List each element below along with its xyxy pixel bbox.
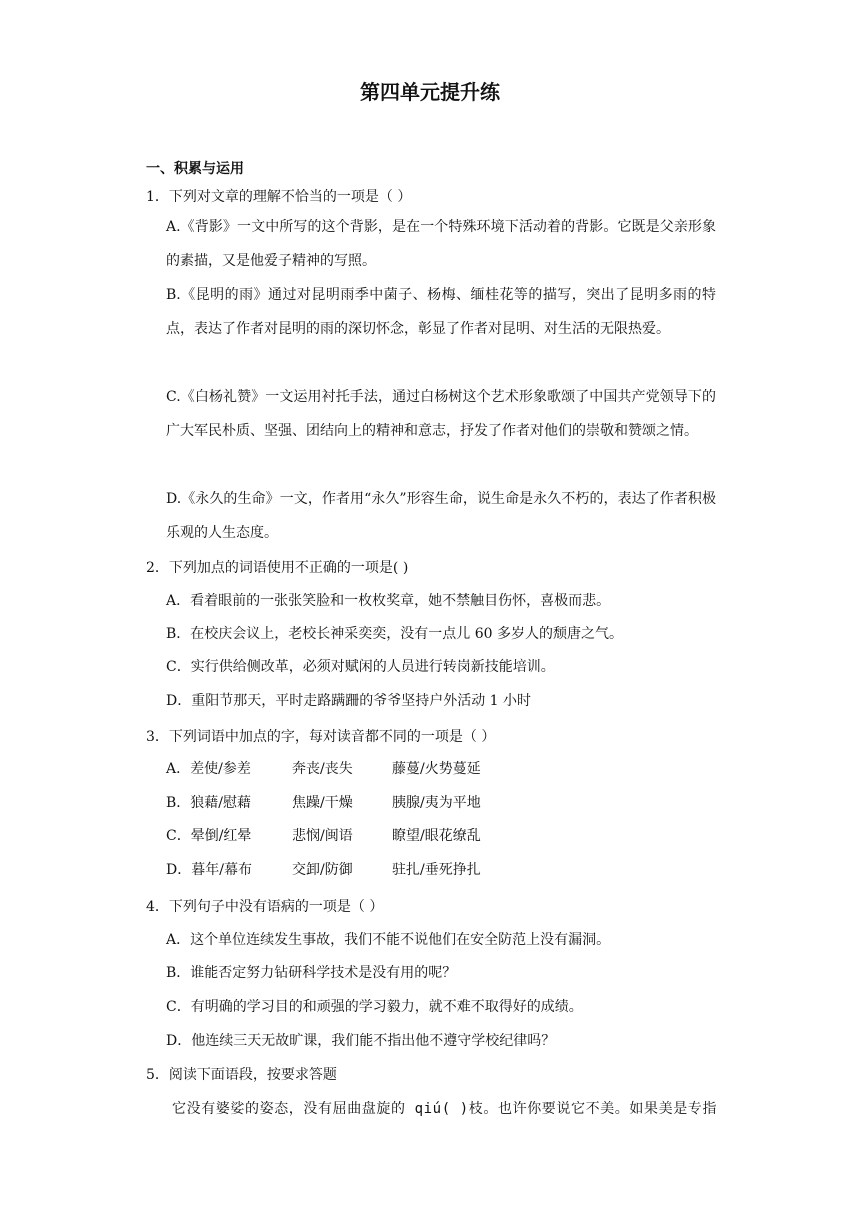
question-2-option-c: C．实行供给侧改革，必须对赋闲的人员进行转岗新技能培训。 (166, 659, 555, 675)
question-3-option-a (166, 758, 481, 778)
word-pair: C．晕倒/红晕 (166, 828, 252, 844)
question-5-stem: 5．阅读下面语段，按要求答题 (146, 1067, 337, 1083)
question-3-option-d (166, 859, 481, 879)
question-4-option-c: C．有明确的学习目的和顽强的学习毅力，就不难不取得好的成绩。 (166, 999, 583, 1015)
question-4-option-d: D．他连续三天无故旷课，我们能不指出他不遵守学校纪律吗？ (166, 1033, 556, 1049)
question-5-passage: 它没有婆娑的姿态，没有屈曲盘旋的 qiú( )枝。也许你要说它不美。如果美是专指 (172, 1101, 717, 1117)
question-1-stem: 1．下列对文章的理解不恰当的一项是（ ） (146, 189, 412, 205)
question-1-option-d: D.《永久的生命》一文，作者用“永久”形容生命，说生命是永久不朽的，表达了作者积极乐观的人生态度。 (166, 491, 716, 541)
word-pair: 瞭望/眼花缭乱 (392, 828, 481, 844)
word-pair: 交卸/防御 (292, 862, 353, 878)
word-pair: 驻扎/垂死挣扎 (392, 862, 481, 878)
question-3-stem: 3．下列词语中加点的字，每对读音都不同的一项是（ ） (146, 729, 496, 745)
question-2-option-d: D．重阳节那天，平时走路蹒跚的爷爷坚持户外活动 1 小时 (166, 693, 532, 709)
question-1-option-b: B.《昆明的雨》通过对昆明雨季中菌子、杨梅、缅桂花等的描写，突出了昆明多雨的特点，表达了作者对昆明的雨的深切怀念，彰显了作者对昆明、对生活的无限热爱。 (166, 287, 716, 337)
word-pair: 悲悯/闽语 (292, 828, 353, 844)
word-pair: A．差使/参差 (166, 761, 251, 777)
question-2-stem: 2．下列加点的词语使用不正确的一项是( ) (146, 560, 409, 576)
question-2-option-b: B．在校庆会议上，老校长神采奕奕，没有一点儿 60 多岁人的颓唐之气。 (166, 626, 624, 642)
word-pair: 奔丧/丧失 (292, 761, 353, 777)
question-2-option-a: A．看着眼前的一张张笑脸和一枚枚奖章，她不禁触目伤怀，喜极而悲。 (166, 593, 611, 609)
question-1-option-a: A.《背影》一文中所写的这个背影，是在一个特殊环境下活动着的背影。它既是父亲形象的素描，又是他爱子精神的写照。 (166, 219, 716, 269)
question-4-option-a: A．这个单位连续发生事故，我们不能不说他们在安全防范上没有漏洞。 (166, 932, 611, 948)
question-4-stem: 4．下列句子中没有语病的一项是（ ） (146, 899, 384, 915)
section-heading: 一、积累与运用 (146, 161, 244, 177)
word-pair: 焦躁/干燥 (292, 795, 353, 811)
question-3-option-c (166, 825, 481, 845)
question-3-option-b (166, 792, 481, 812)
word-pair: 藤蔓/火势蔓延 (392, 761, 481, 777)
page-title: 第四单元提升练 (360, 80, 500, 104)
question-1-option-c: C.《白杨礼赞》一文运用衬托手法，通过白杨树这个艺术形象歌颂了中国共产党领导下的广大军民朴质、坚强、团结向上的精神和意志，抒发了作者对他们的崇敬和赞颂之情。 (166, 389, 716, 439)
word-pair: D．暮年/幕布 (166, 862, 252, 878)
word-pair: B．狼藉/慰藉 (166, 795, 252, 811)
question-4-option-b: B．谁能否定努力钻研科学技术是没有用的呢？ (166, 965, 457, 981)
word-pair: 胰腺/夷为平地 (392, 795, 481, 811)
